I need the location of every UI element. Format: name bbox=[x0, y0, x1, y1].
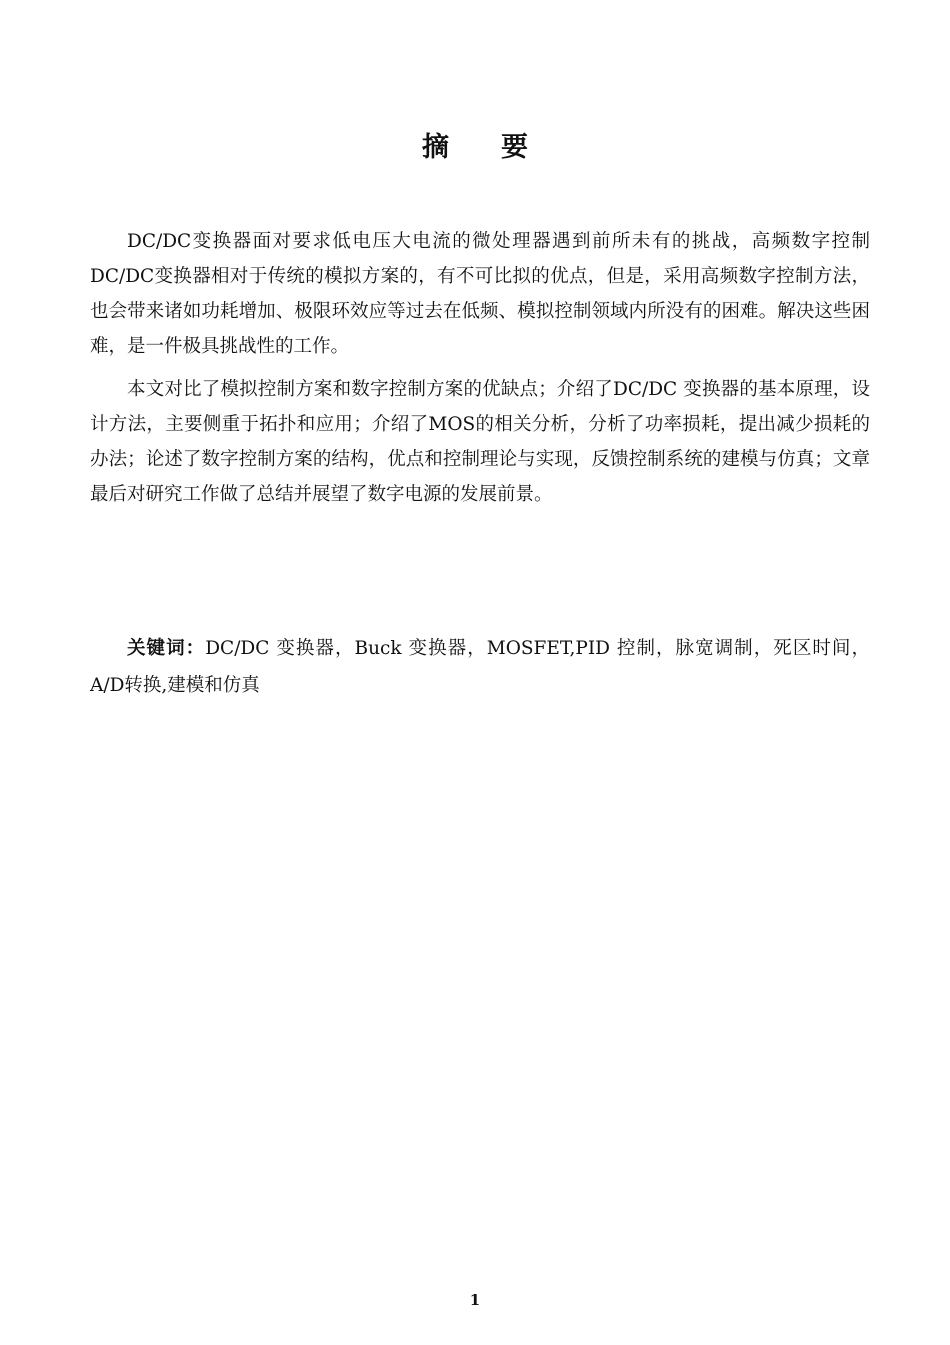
keywords-line bbox=[90, 630, 870, 704]
page-number: 1 bbox=[469, 1291, 481, 1309]
abstract-body-2 bbox=[90, 372, 870, 512]
keywords-label: 关键词： bbox=[127, 638, 206, 659]
abstract-paragraph-2: 本文对比了模拟控制方案和数字控制方案的优缺点；介绍了DC/DC 变换器的基本原理，设计方法，主要侧重于拓扑和应用；介绍了MOS的相关分析，分析了功率损耗，提出减少损耗的办法；论述了数字控制方案的结构，优点和控制理论与实现，反馈控制系统的建模与仿真；文章最后对研究工作做了总结并展望了数字电源的发展前景。 bbox=[90, 379, 870, 505]
keywords-text: DC/DC 变换器，Buck 变换器，MOSFET,PID 控制，脉宽调制，死区时间，A/D转换,建模和仿真 bbox=[90, 638, 870, 696]
abstract-body-1 bbox=[90, 224, 870, 364]
abstract-paragraph-1: DC/DC变换器面对要求低电压大电流的微处理器遇到前所未有的挑战，高频数字控制DC/DC变换器相对于传统的模拟方案的，有不可比拟的优点，但是，采用高频数字控制方法，也会带来诸如功耗增加、极限环效应等过去在低频、模拟控制领域内所没有的困难。解决这些困难，是一件极具挑战性的工作。 bbox=[90, 231, 870, 357]
abstract-title: 摘要 bbox=[422, 132, 580, 163]
